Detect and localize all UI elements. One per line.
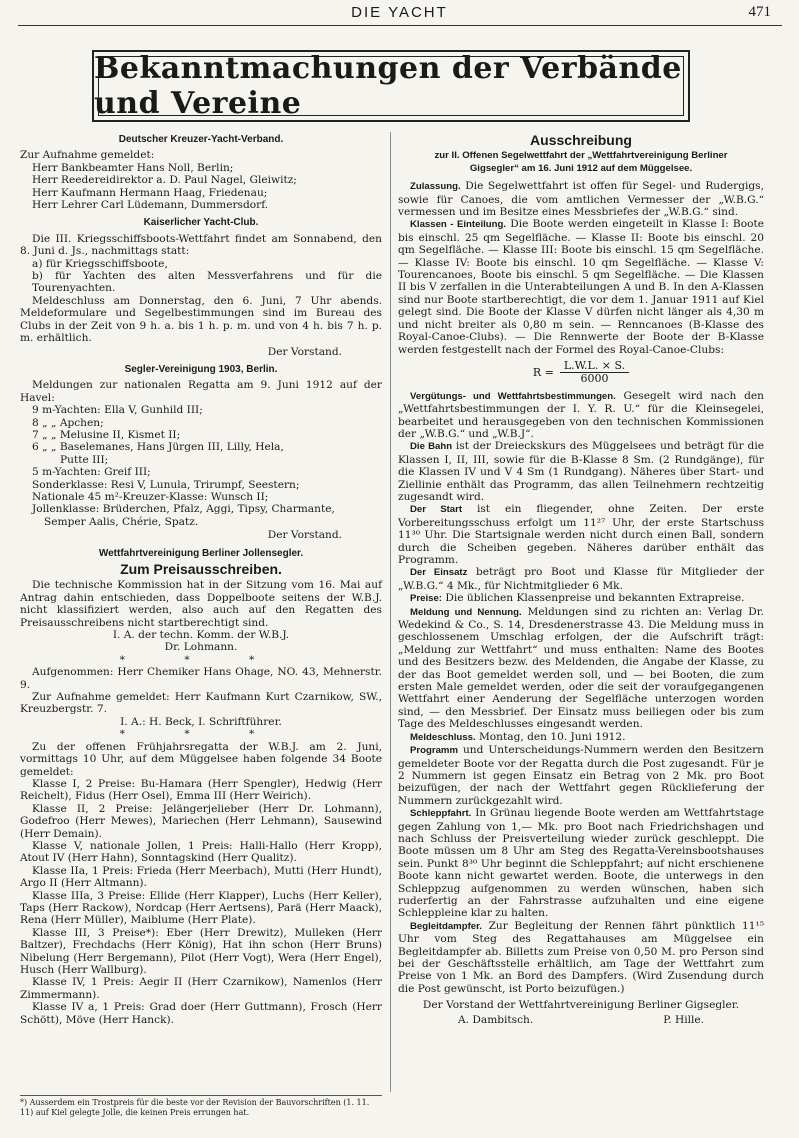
paragraph-body: Zur Begleitung der Rennen fährt pünktlich 11¹⁵ Uhr vom Steg des Regattahauses am Müggelsee ein Begleitdampfer ab. Billetts zum Preise von 0,50 M. pro Person sind bei der Geschäftsstelle erhältlich, am Tage der Wettfahrt zum Preise von 1 Mk. an Bord des Dampfers. (Wird Zusendung durch die Post gewünscht, ist Porto beizufügen.): [398, 919, 764, 995]
signature: Der Vorstand.: [267, 345, 342, 358]
paragraph: Die technische Kommission hat in der Sitzung vom 16. Mai auf Antrag dahin entschieden, dass Doppelboote seitens der W.B.J. nicht klassifiziert werden, also auch auf den Regatten des Preisausschreibens nicht startberechtigt sind.: [20, 579, 382, 629]
list-item: Nationale 45 m²-Kreuzer-Klasse: Wunsch II;: [32, 490, 269, 503]
list-item: a) für Kriegsschiffsboote,: [32, 257, 168, 270]
paragraph-programm: [398, 744, 764, 807]
paragraph-body: ist der Dreieckskurs des Müggelsees und beträgt für die Klassen I, II, III, sowie für die B-Klasse 8 Sm. (2 Rundgänge), für die Klassen IV und V 4 Sm (1 Rundgang). Näheres über Start- und Ziellinie enthält das Programm, das allen Teilnehmern rechtzeitig zugesandt wird.: [398, 440, 764, 503]
paragraph-verguetung: [398, 390, 764, 441]
section-jollensegler: [20, 548, 382, 1026]
formula-denominator: 6000: [580, 372, 609, 386]
paragraph: Zu der offenen Frühjahrsregatta der W.B.J. am 2. Juni, vormittags 10 Uhr, auf dem Müggelsee haben folgende 34 Boote gemeldet:: [20, 740, 382, 778]
paragraph-lead: Meldeschluss.: [410, 731, 476, 743]
signature: Der Vorstand.: [267, 529, 342, 542]
paragraph-bahn: [398, 440, 764, 503]
announcement-title: Ausschreibung: [530, 132, 632, 148]
separator-stars: * * *: [119, 728, 283, 741]
section-banner: [92, 50, 690, 122]
paragraph-body: Die Segelwettfahrt ist offen für Segel- und Rudergigs, sowie für Canoes, die vom amtlichen Vermesser der „W.B.G.“ vermessen und im Besitze eines Messbriefes der „W.B.G.“ sind.: [398, 180, 764, 219]
paragraph-meldung: [398, 606, 764, 731]
closing-signature: Der Vorstand der Wettfahrtvereinigung Berliner Gigsegler.: [422, 999, 740, 1012]
right-column: [398, 132, 764, 1026]
banner-title: Bekanntmachungen der Verbände und Vereine: [94, 51, 682, 121]
section-subheading: Zum Preisausschreiben.: [120, 561, 282, 577]
formula-fraction: [560, 360, 629, 386]
class-entry: Klasse III, 3 Preise*): Eber (Herr Drewitz), Mulleken (Herr Baltzer), Frechdachs (Herr König), Hat ihn schon (Herr Bruns) Nibelung (Herr Bergemann), Pilot (Herr Vogt), Wera (Herr Engel), Husch (Herr Wallburg).: [20, 926, 382, 976]
paragraph-meldeschluss: [398, 731, 764, 744]
signatory-name: P. Hille.: [663, 1013, 704, 1026]
signature: Dr. Lohmann.: [164, 641, 238, 654]
announcement-subtitle: zur II. Offenen Segelwettfahrt der „Wettfahrtvereinigung Berliner: [434, 150, 728, 162]
paragraph-lead: Vergütungs- und Wettfahrtsbestimmungen.: [410, 390, 616, 402]
rating-formula: [398, 360, 764, 386]
section-heading: Wettfahrtvereinigung Berliner Jollensegler.: [98, 547, 304, 559]
section-heading: Segler-Vereinigung 1903, Berlin.: [124, 363, 278, 375]
formula-numerator: L.W.L. × S.: [560, 360, 629, 373]
section-heading: Kaiserlicher Yacht-Club.: [143, 217, 259, 229]
paragraph-body: Gesegelt wird nach den „Wettfahrtsbestimmungen der I. Y. R. U.“ für die Kleinsegelei, bearbeitet und herausgegeben von den technischen Kommissionen der „W.B.G.“ und „W.B.J“.: [398, 389, 764, 440]
list-item: Jollenklasse: Brüderchen, Pfalz, Aggi, Tipsy, Charmante,: [32, 503, 335, 516]
paragraph-lead: Der Start: [410, 504, 463, 516]
class-entry: Klasse IIIa, 3 Preise: Ellide (Herr Klapper), Luchs (Herr Keller), Taps (Herr Rackow), Nordcap (Herr Aertsens), Parä (Herr Maack), Rena (Herr Müller), Maiblume (Herr Plate).: [20, 889, 382, 927]
paragraph: Zur Aufnahme gemeldet: Herr Kaufmann Kurt Czarnikow, SW., Kreuzbergstr. 7.: [20, 691, 382, 716]
paragraph-body: In Grünau liegende Boote werden am Wettfahrtstage gegen Zahlung von 1,— Mk. pro Boot nach Friedrichshagen und nach Schluss der Preisverteilung wieder zurück geschleppt. Die Boote müssen um 8 Uhr am Steg des Regatta-Vereinsbootshauses sein. Punkt 8³⁰ Uhr beginnt die Schleppfahrt; auf nicht erschienene Boote kann nicht gewartet werden. Boote, die unterwegs in den Schleppzug aufgenommen zu werden wünschen, haben sich ruderfertig an der Fahrstrasse aufzuhalten und eine eigene Schleppleine klar zu halten.: [398, 807, 764, 920]
signatory-name: A. Dambitsch.: [458, 1013, 534, 1026]
section-kreuzer-yacht-verband: [20, 134, 382, 211]
text-line: Herr Bankbeamter Hans Noll, Berlin;: [32, 161, 234, 174]
list-item: Putte III;: [60, 453, 109, 466]
list-item: 8 „ „ Apchen;: [32, 416, 104, 429]
separator-stars: * * *: [119, 653, 283, 666]
formula-lhs: R =: [532, 365, 554, 379]
list-item: Semper Aalis, Chérie, Spatz.: [44, 515, 199, 528]
list-item: 6 „ „ Baselemanes, Hans Jürgen III, Lilly, Hela,: [32, 441, 284, 454]
paragraph: Meldungen zur nationalen Regatta am 9. Juni 1912 auf der Havel:: [20, 379, 382, 404]
signature: I. A. der techn. Komm. der W.B.J.: [112, 629, 290, 642]
class-entry: Klasse II, 2 Preise: Jelängerjelieber (Herr Dr. Lohmann), Godefroo (Herr Mewes), Mariechen (Herr Lehmann), Sausewind (Herr Demain).: [20, 802, 382, 840]
paragraph-lead: Schleppfahrt.: [410, 808, 472, 820]
footnote: *) Ausserdem ein Trostpreis für die beste vor der Revision der Bauvorschriften (1. 11. 11) auf Kiel gelegte Jolle, die keinen Preis errungen hat.: [20, 1095, 382, 1117]
section-segler-vereinigung: [20, 364, 382, 542]
class-entry: Klasse I, 2 Preise: Bu-Hamara (Herr Spengler), Hedwig (Herr Reichelt), Fidus (Herr Osel), Emma III (Herr Weirich).: [20, 777, 382, 803]
signature: I. A.: H. Beck, I. Schriftführer.: [120, 715, 282, 728]
header-rule: [18, 25, 782, 26]
paragraph-body: Meldungen sind zu richten an: Verlag Dr. Wedekind & Co., S. 14, Dresdenerstrasse 43. Die Meldung muss in geschlossenem Umschlag erfolgen, der die Aufschrift trägt: „Meldung zur Wettfahrt“ und muss enthalten: Name des Bootes und des Besitzers bezw. des Meldenden, die Angabe der Klasse, zu der das Boot gemeldet werden soll, und — bei Booten, die zum ersten Male gemeldet werden, oder die seit der voraufgegangenen Wettfahrt einer Aenderung der Segelfläche unterzogen worden sind, — den Messbrief. Der Einsatz muss beiliegen oder bis zum Tage des Meldeschlusses eingesandt werden.: [398, 605, 765, 731]
list-item: Sonderklasse: Resi V, Lunula, Trirumpf, Seestern;: [32, 478, 300, 491]
paragraph-lead: Der Einsatz: [410, 567, 468, 579]
page-number: 471: [748, 4, 771, 20]
left-column: [20, 132, 382, 1032]
signatories: [398, 1014, 764, 1026]
paragraph-preise: [398, 592, 764, 605]
paragraph-lead: Die Bahn: [410, 441, 453, 453]
column-divider: [390, 132, 391, 1092]
section-kaiserlicher-yacht-club: [20, 217, 382, 357]
class-entry: Klasse IV, 1 Preis: Aegir II (Herr Czarnikow), Namenlos (Herr Zimmermann).: [20, 976, 382, 1001]
paragraph-zulassung: [398, 180, 764, 218]
text-line: Herr Reedereidirektor a. D. Paul Nagel, Gleiwitz;: [32, 174, 297, 187]
paragraph: Aufgenommen: Herr Chemiker Hans Ohage, NO. 43, Mehnerstr. 9.: [20, 666, 382, 691]
class-entry: Klasse IV a, 1 Preis: Grad doer (Herr Guttmann), Frosch (Herr Schött), Möve (Herr Hanck).: [20, 1001, 382, 1026]
list-item: 7 „ „ Melusine II, Kismet II;: [32, 428, 181, 441]
paragraph-lead: Meldung und Nennung.: [410, 606, 522, 618]
paragraph-body: ist ein fliegender, ohne Zeiten. Der erste Vorbereitungsschuss erfolgt um 11²⁷ Uhr, der erste Startschuss 11³⁰ Uhr. Die Startsignale werden nicht durch einen Ball, sondern durch die Scheiben gegeben. Näheres darüber enthält das Programm.: [398, 503, 764, 566]
class-entry: Klasse V, nationale Jollen, 1 Preis: Halli-Hallo (Herr Kropp), Atout IV (Herr Hahn), Sonntagskind (Herr Qualitz).: [20, 839, 382, 865]
paragraph-lead: Programm: [410, 745, 458, 757]
paragraph-body: Montag, den 10. Juni 1912.: [475, 730, 626, 743]
paragraph-body: Die Boote werden eingeteilt in Klasse I: Boote bis einschl. 25 qm Segelfläche. — Klasse II: Boote bis einschl. 20 qm Segelfläche. — Klasse III: Boote bis einschl. 15 qm Segelfläche. — Klasse IV: Boote bis einschl. 10 qm Segelfläche. — Klasse V: Tourencanoes, Boote bis einschl. 5 qm Segelfläche. — Die Klassen II bis V zerfallen in die Unterabteilungen A und B. In den A-Klassen sind nur Boote startberechtigt, die vor dem 1. Januar 1911 auf Kiel gelegt sind. Die Boote der Klasse V dürfen nicht länger als 4,30 m und nicht breiter als 0,80 m sein. — Renncanoes (B-Klasse des Royal-Canoe-Clubs). — Die Rennwerte der Boote der B-Klasse werden festgestellt nach der Formel des Royal-Canoe-Clubs:: [398, 218, 764, 356]
paragraph: Meldeschluss am Donnerstag, den 6. Juni, 7 Uhr abends. Meldeformulare und Segelbestimmungen sind im Bureau des Clubs in der Zeit von 9 h. a. bis 1 h. p. m. und von 4 h. bis 7 h. p. m. erhältlich.: [20, 294, 382, 345]
paragraph-body: Die üblichen Klassenpreise und bekannten Extrapreise.: [442, 592, 745, 605]
class-entry: Klasse IIa, 1 Preis: Frieda (Herr Meerbach), Mutti (Herr Hundt), Argo II (Herr Altmann).: [20, 864, 382, 890]
paragraph-einsatz: [398, 566, 764, 592]
text-line: Herr Lehrer Carl Lüdemann, Dummersdorf.: [32, 199, 269, 212]
paragraph-body: und Unterscheidungs-Nummern werden den Besitzern gemeldeter Boote vor der Regatta durch die Post zugesandt. Für je 2 Nummern ist gegen Einsatz ein Betrag von 2 Mk. pro Boot beizufügen, der nach der Wettfahrt gegen Rücklieferung der Nummern zurückgezahlt wird.: [398, 744, 764, 807]
text-line: Zur Aufnahme gemeldet:: [20, 149, 155, 162]
paragraph-lead: Zulassung.: [410, 181, 461, 193]
paragraph-schleppfahrt: [398, 807, 764, 920]
paragraph-lead: Preise:: [410, 593, 442, 605]
list-item: 9 m-Yachten: Ella V, Gunhild III;: [32, 404, 203, 417]
paragraph-start: [398, 503, 764, 566]
paragraph-body: beträgt pro Boot und Klasse für Mitglieder der „W.B.G.“ 4 Mk., für Nichtmitglieder 6 Mk.: [398, 566, 764, 592]
list-item: 5 m-Yachten: Greif III;: [32, 466, 151, 479]
paragraph-klassen: [398, 218, 764, 355]
announcement-subtitle: Gigsegler“ am 16. Juni 1912 auf dem Müggelsee.: [469, 162, 693, 174]
paragraph-lead: Begleitdampfer.: [410, 920, 482, 932]
section-heading: Deutscher Kreuzer-Yacht-Verband.: [118, 134, 284, 145]
text-line: Herr Kaufmann Hermann Haag, Friedenau;: [32, 186, 268, 199]
paragraph-lead: Klassen - Einteilung.: [410, 219, 507, 231]
running-header: [0, 4, 799, 26]
paragraph: Die III. Kriegsschiffsboots-Wettfahrt findet am Sonnabend, den 8. Juni d. Js., nachmittags statt:: [20, 232, 382, 258]
list-item: b) für Yachten des alten Messverfahrens und für die Tourenyachten.: [32, 270, 382, 295]
journal-title: DIE YACHT: [351, 4, 448, 21]
paragraph-begleitdampfer: [398, 920, 764, 995]
